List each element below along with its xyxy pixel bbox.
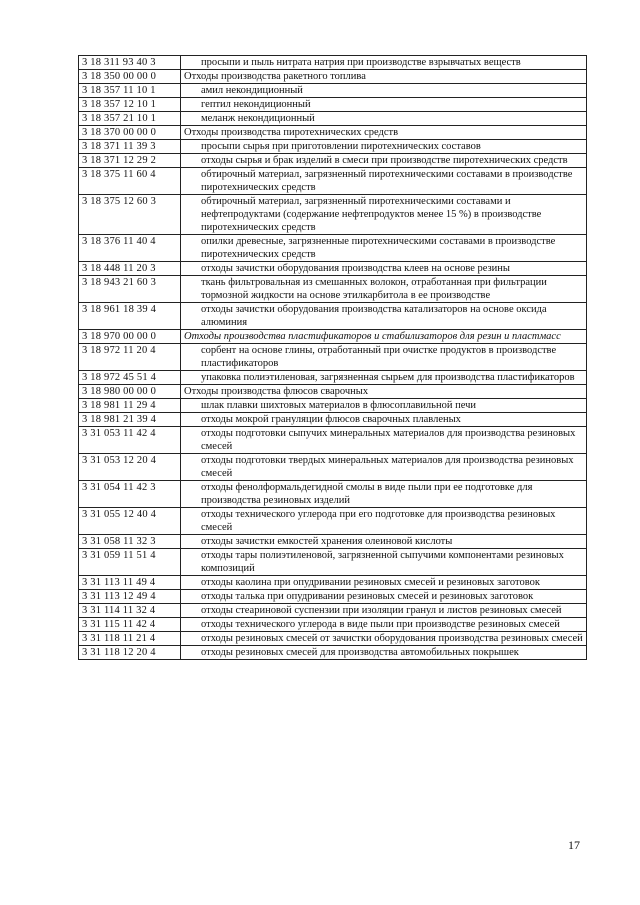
waste-code-cell: 3 18 311 93 40 3 [79, 56, 181, 70]
waste-description-cell: просыпи сырья при приготовлении пиротехнических составов [181, 140, 587, 154]
table-row [79, 371, 587, 385]
waste-code-cell: 3 31 055 12 40 4 [79, 508, 181, 535]
waste-code-cell: 3 18 981 11 29 4 [79, 399, 181, 413]
waste-description-cell: отходы технического углерода при его подготовке для производства резиновых смесей [181, 508, 587, 535]
waste-description-cell: Отходы производства ракетного топлива [181, 70, 587, 84]
waste-code-cell: 3 18 357 21 10 1 [79, 112, 181, 126]
waste-description-cell: отходы фенолформальдегидной смолы в виде пыли при ее подготовке для производства резиновых изделий [181, 481, 587, 508]
waste-code-cell: 3 18 448 11 20 3 [79, 262, 181, 276]
table-row [79, 262, 587, 276]
waste-code-cell: 3 18 371 11 39 3 [79, 140, 181, 154]
waste-code-cell: 3 18 980 00 00 0 [79, 385, 181, 399]
waste-description-cell: гептил некондиционный [181, 98, 587, 112]
waste-code-cell: 3 31 053 12 20 4 [79, 454, 181, 481]
waste-code-cell: 3 18 972 11 20 4 [79, 344, 181, 371]
waste-description-cell: просыпи и пыль нитрата натрия при производстве взрывчатых веществ [181, 56, 587, 70]
table-row [79, 646, 587, 660]
table-row [79, 168, 587, 195]
waste-code-cell: 3 18 371 12 29 2 [79, 154, 181, 168]
table-row [79, 112, 587, 126]
waste-description-cell: отходы технического углерода в виде пыли при производстве резиновых смесей [181, 618, 587, 632]
waste-code-cell: 3 18 981 21 39 4 [79, 413, 181, 427]
table-row [79, 632, 587, 646]
waste-code-cell: 3 31 058 11 32 3 [79, 535, 181, 549]
table-row [79, 385, 587, 399]
waste-code-cell: 3 31 113 12 49 4 [79, 590, 181, 604]
page-number: 17 [568, 838, 580, 852]
table-row [79, 454, 587, 481]
waste-code-cell: 3 18 961 18 39 4 [79, 303, 181, 330]
waste-code-cell: 3 31 118 11 21 4 [79, 632, 181, 646]
waste-code-cell: 3 18 970 00 00 0 [79, 330, 181, 344]
waste-description-cell: отходы резиновых смесей для производства автомобильных покрышек [181, 646, 587, 660]
table-row [79, 508, 587, 535]
waste-description-cell: меланж некондиционный [181, 112, 587, 126]
waste-description-cell: отходы подготовки твердых минеральных материалов для производства резиновых смесей [181, 454, 587, 481]
waste-code-cell: 3 31 114 11 32 4 [79, 604, 181, 618]
table-row [79, 154, 587, 168]
waste-description-cell: опилки древесные, загрязненные пиротехническими составами в производстве пиротехнических средств [181, 235, 587, 262]
waste-description-cell: отходы сырья и брак изделий в смеси при производстве пиротехнических средств [181, 154, 587, 168]
table-row [79, 303, 587, 330]
waste-description-cell: шлак плавки шихтовых материалов в флюсоплавильной печи [181, 399, 587, 413]
table-row [79, 235, 587, 262]
waste-description-cell: отходы талька при опудривании резиновых смесей и резиновых заготовок [181, 590, 587, 604]
table-row [79, 126, 587, 140]
waste-description-cell: Отходы производства пластификаторов и стабилизаторов для резин и пластмасс [181, 330, 587, 344]
waste-code-cell: 3 31 118 12 20 4 [79, 646, 181, 660]
table-row [79, 344, 587, 371]
waste-code-cell: 3 31 113 11 49 4 [79, 576, 181, 590]
table-body [79, 56, 587, 660]
waste-description-cell: ткань фильтровальная из смешанных волокон, отработанная при фильтрации тормозной жидкости на основе этилкарбитола в ее производстве [181, 276, 587, 303]
table-row [79, 195, 587, 235]
table-row [79, 549, 587, 576]
table-row [79, 535, 587, 549]
waste-code-cell: 3 18 376 11 40 4 [79, 235, 181, 262]
waste-description-cell: Отходы производства пиротехнических средств [181, 126, 587, 140]
waste-description-cell: отходы стеариновой суспензии при изоляции гранул и листов резиновых смесей [181, 604, 587, 618]
waste-code-cell: 3 18 370 00 00 0 [79, 126, 181, 140]
waste-code-cell: 3 18 375 11 60 4 [79, 168, 181, 195]
waste-code-cell: 3 18 375 12 60 3 [79, 195, 181, 235]
waste-classification-table [78, 55, 587, 660]
waste-description-cell: отходы мокрой грануляции флюсов сварочных плавленых [181, 413, 587, 427]
table-row [79, 84, 587, 98]
table-row [79, 330, 587, 344]
table-row [79, 56, 587, 70]
waste-code-cell: 3 18 357 12 10 1 [79, 98, 181, 112]
waste-code-cell: 3 18 972 45 51 4 [79, 371, 181, 385]
waste-code-cell: 3 31 115 11 42 4 [79, 618, 181, 632]
table-row [79, 618, 587, 632]
waste-code-cell: 3 31 054 11 42 3 [79, 481, 181, 508]
waste-description-cell: отходы резиновых смесей от зачистки оборудования производства резиновых смесей [181, 632, 587, 646]
table-row [79, 576, 587, 590]
waste-description-cell: сорбент на основе глины, отработанный при очистке продуктов в производстве пластификаторов [181, 344, 587, 371]
waste-description-cell: обтирочный материал, загрязненный пиротехническими составами и нефтепродуктами (содержание нефтепродуктов менее 15 %) в производстве пиротехнических средств [181, 195, 587, 235]
waste-description-cell: отходы зачистки емкостей хранения олеиновой кислоты [181, 535, 587, 549]
table-row [79, 98, 587, 112]
table-row [79, 140, 587, 154]
waste-code-cell: 3 31 053 11 42 4 [79, 427, 181, 454]
table-row [79, 413, 587, 427]
waste-code-cell: 3 18 943 21 60 3 [79, 276, 181, 303]
waste-description-cell: обтирочный материал, загрязненный пиротехническими составами в производстве пиротехнических средств [181, 168, 587, 195]
waste-description-cell: амил некондиционный [181, 84, 587, 98]
table-row [79, 604, 587, 618]
table-row [79, 427, 587, 454]
waste-code-cell: 3 31 059 11 51 4 [79, 549, 181, 576]
table-row [79, 481, 587, 508]
waste-code-cell: 3 18 357 11 10 1 [79, 84, 181, 98]
waste-description-cell: отходы зачистки оборудования производства катализаторов на основе оксида алюминия [181, 303, 587, 330]
waste-description-cell: отходы каолина при опудривании резиновых смесей и резиновых заготовок [181, 576, 587, 590]
waste-description-cell: отходы подготовки сыпучих минеральных материалов для производства резиновых смесей [181, 427, 587, 454]
table-row [79, 590, 587, 604]
waste-description-cell: отходы зачистки оборудования производства клеев на основе резины [181, 262, 587, 276]
waste-code-cell: 3 18 350 00 00 0 [79, 70, 181, 84]
table-row [79, 70, 587, 84]
waste-description-cell: отходы тары полиэтиленовой, загрязненной сыпучими компонентами резиновых композиций [181, 549, 587, 576]
waste-description-cell: упаковка полиэтиленовая, загрязненная сырьем для производства пластификаторов [181, 371, 587, 385]
table-row [79, 399, 587, 413]
table-row [79, 276, 587, 303]
waste-description-cell: Отходы производства флюсов сварочных [181, 385, 587, 399]
